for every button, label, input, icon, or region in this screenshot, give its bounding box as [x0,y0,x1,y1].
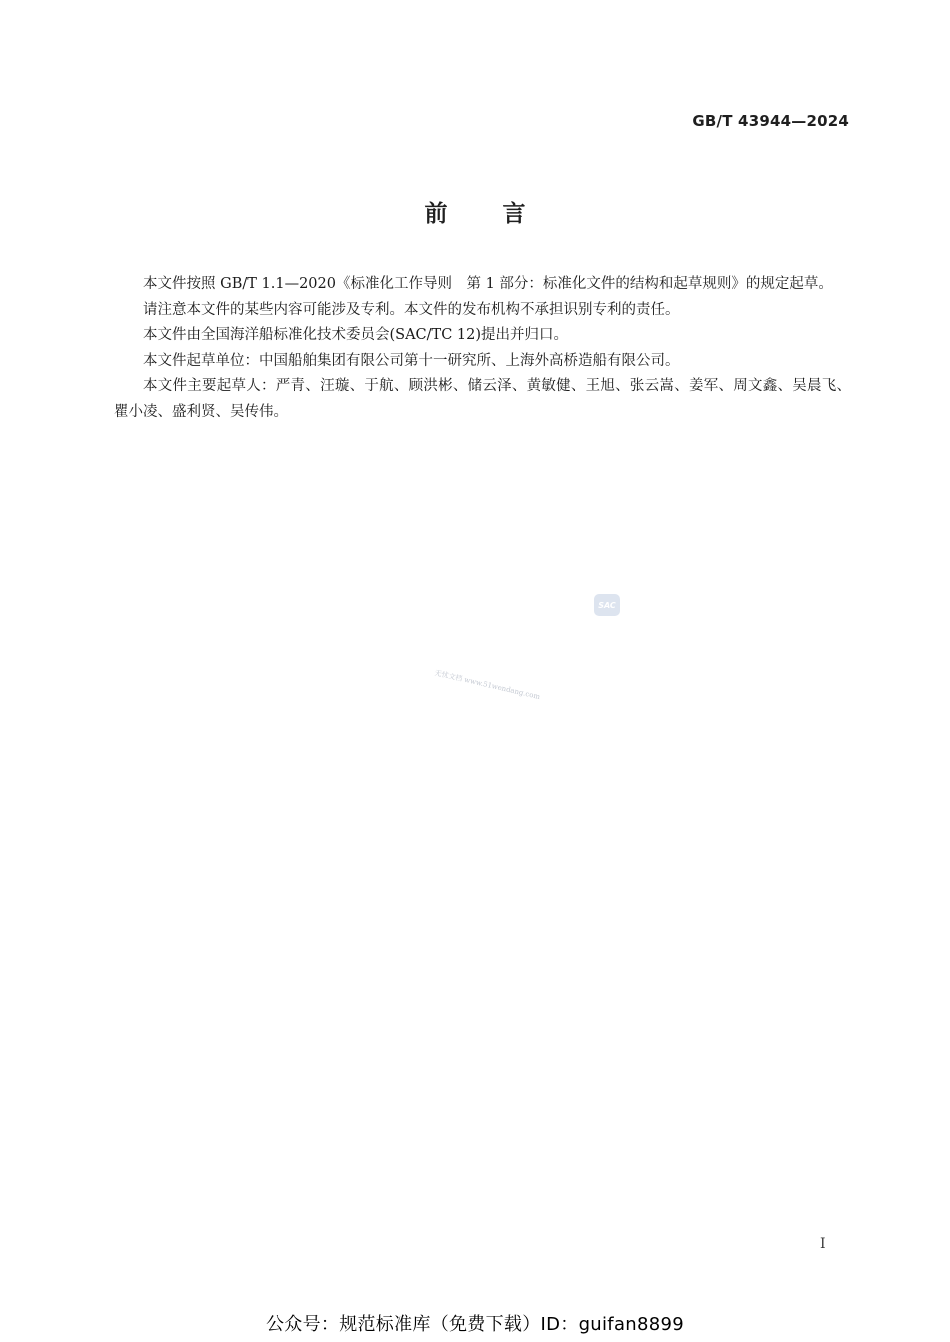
standard-code: GB/T 43944—2024 [692,112,849,130]
section-title-foreword: 前言 [424,201,581,227]
watermark-url-text: 无忧文档 www.51wendang.com [433,668,541,702]
paragraph-drafting-rules: 本文件按照 GB/T 1.1—2020《标准化工作导则 第 1 部分：标准化文件的结构和起草规则》的规定起草。 [143,276,833,292]
page-number: I [820,1236,826,1252]
paragraph-patent-notice: 请注意本文件的某些内容可能涉及专利。本文件的发布机构不承担识别专利的责任。 [143,301,680,318]
sac-watermark-logo: SAC [594,594,620,616]
footer-banner: 公众号：规范标准库（免费下载）ID：guifan8899 [266,1314,684,1335]
paragraph-drafters: 本文件主要起草人：严青、汪璇、于航、顾洪彬、储云泽、黄敏健、王旭、张云嵩、姜军、周文鑫、吴晨飞、瞿小凌、盛利贤、吴传伟。 [114,378,851,420]
foreword-body [114,272,851,425]
paragraph-drafting-units: 本文件起草单位：中国船舶集团有限公司第十一研究所、上海外高桥造船有限公司。 [143,352,680,369]
paragraph-proposer: 本文件由全国海洋船标准化技术委员会(SAC/TC 12)提出并归口。 [143,327,569,343]
